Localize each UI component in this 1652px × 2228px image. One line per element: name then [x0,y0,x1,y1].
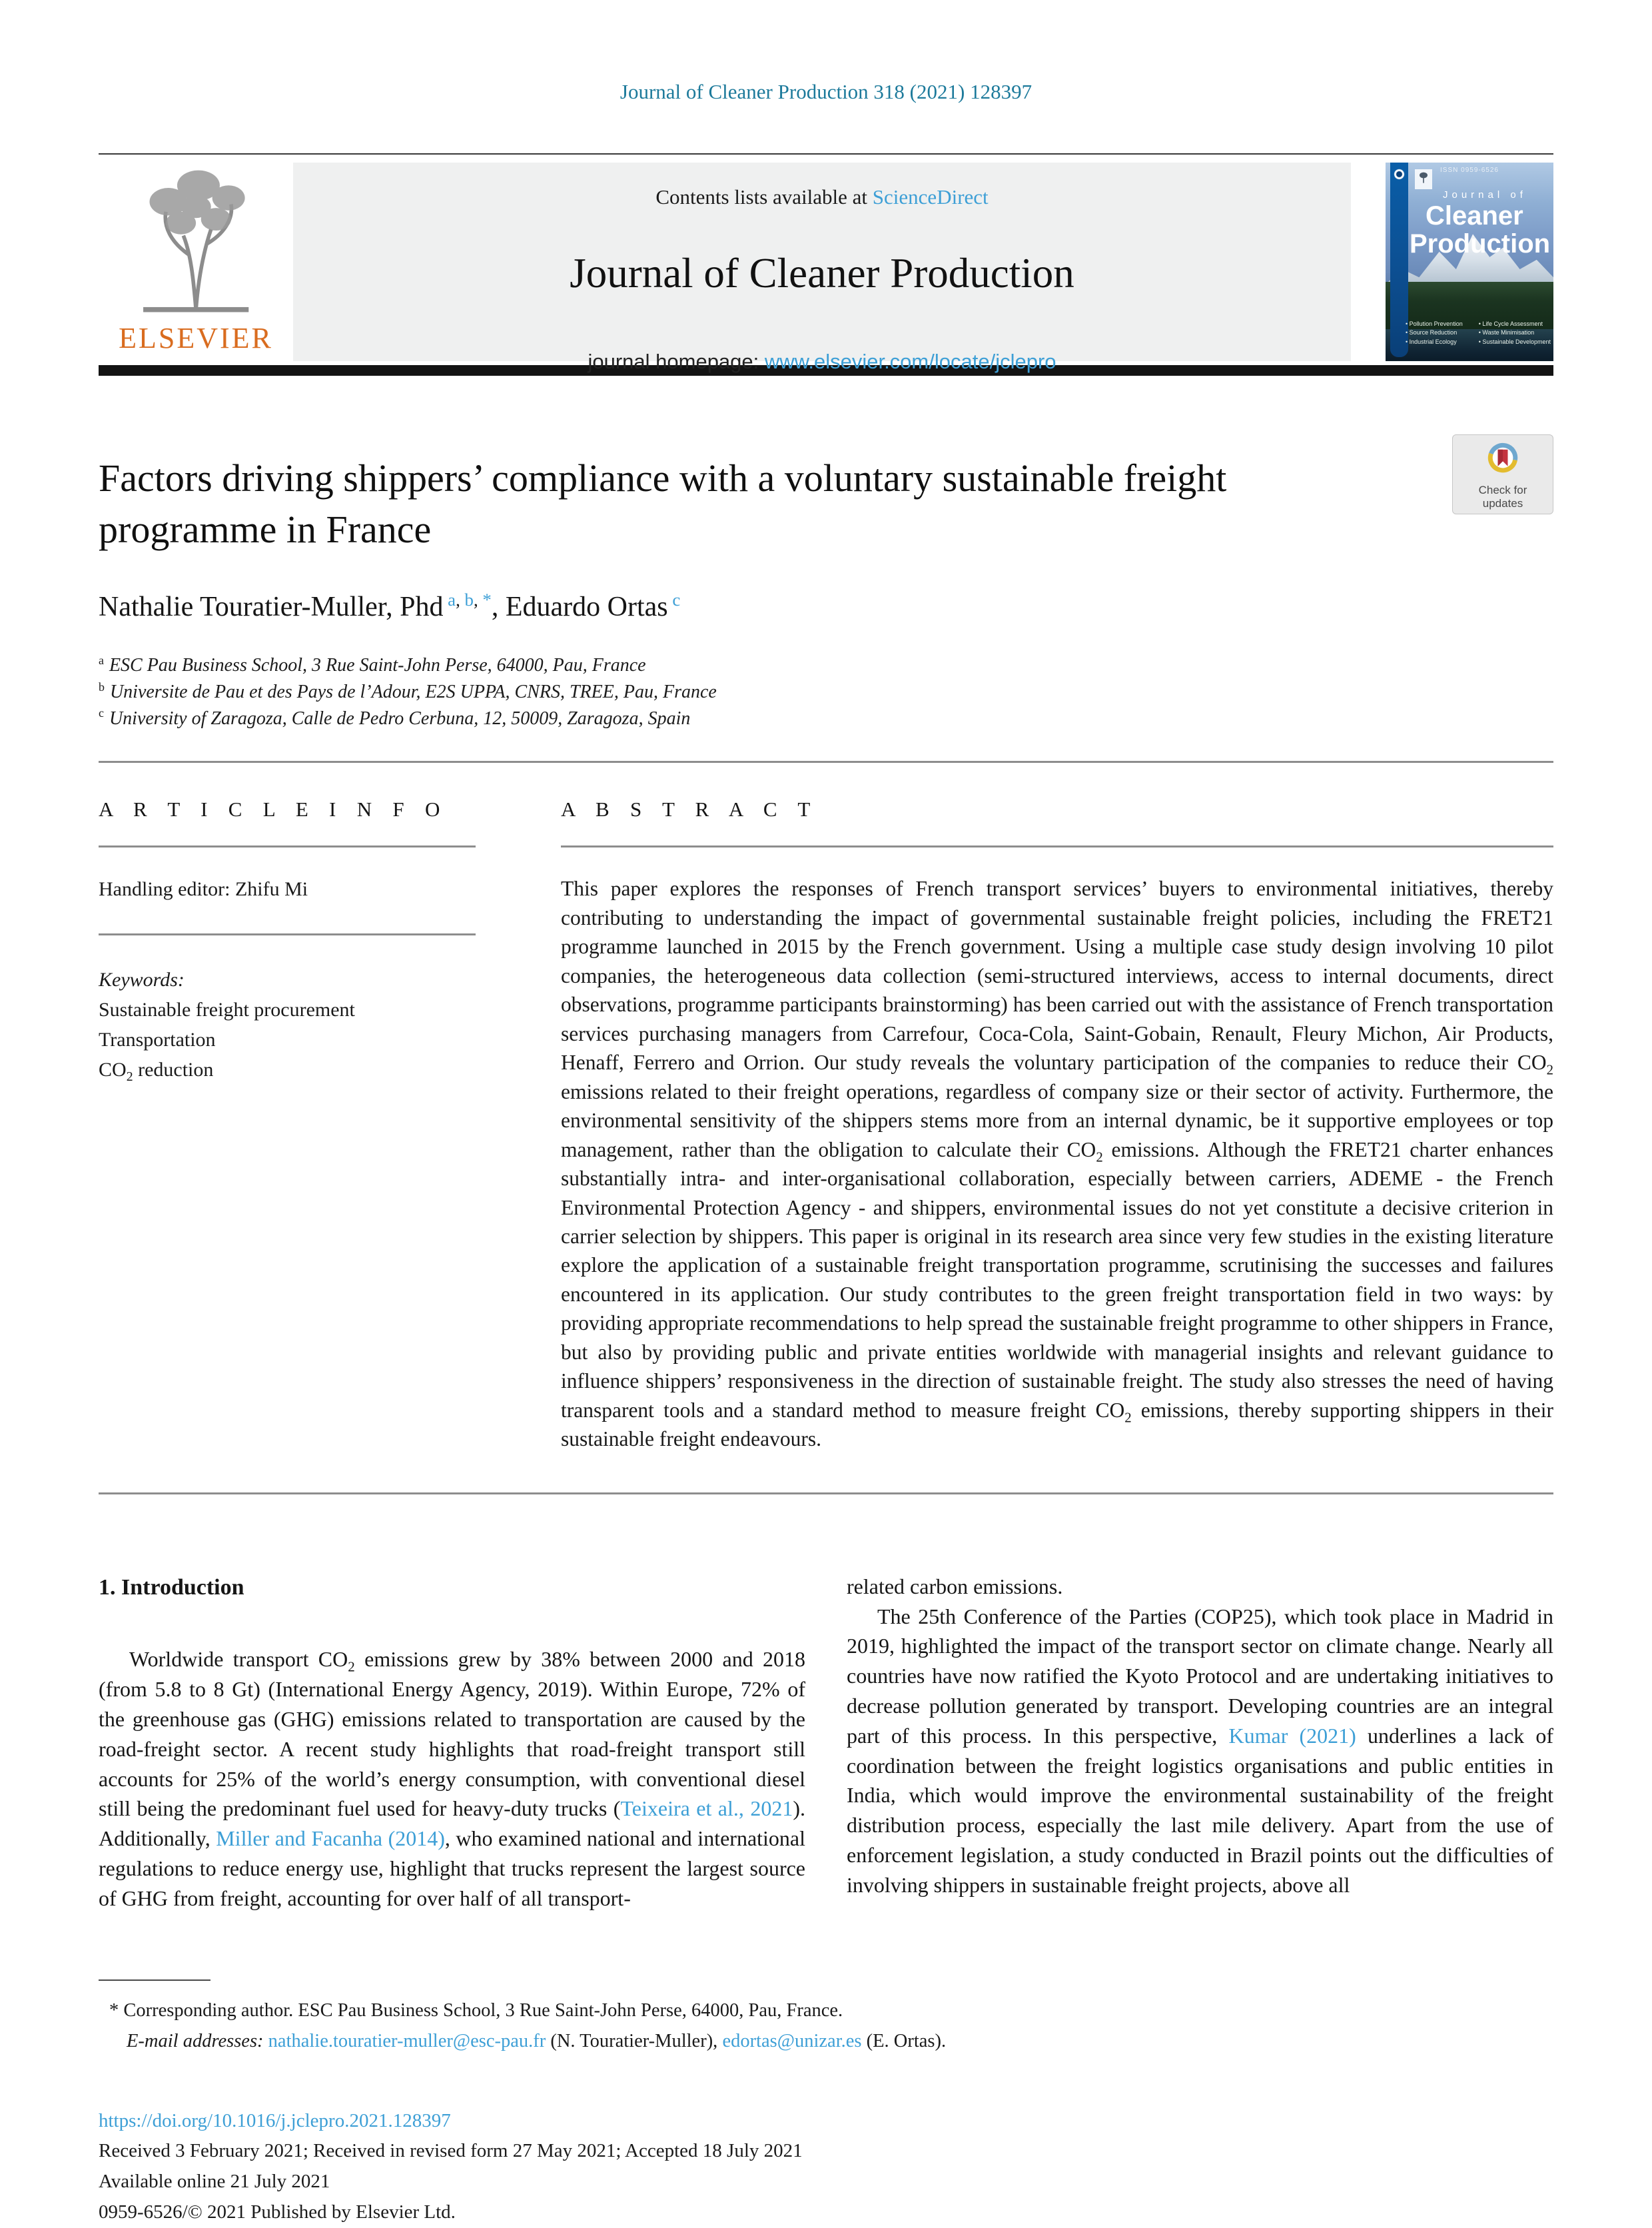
intro-paragraph: Worldwide transport $CO_2$ emissions grew by 38% between 2000 and 2018 (from 5.8 to 8 Gt) (International Energy Agency, 2019). Within Europe, 72% of the greenhouse gas (GHG) emissions related to transportation are caused by the road-freight sector. A recent study highlights that road-freight transport still accounts for 25% of the world’s energy consumption, with conventional diesel still being the predominant fuel used for heavy-duty trucks (Teixeira et al., 2021). Additionally, Miller and Facanha (2014), who examined national and international regulations to reduce energy use, highlight that trucks represent the largest source of GHG from freight, accounting for over half of all transport- [99,1647,806,1910]
article-info-column [99,798,476,1453]
cover-topics-left [1406,320,1472,347]
divider [561,845,1553,847]
abstract-text: This paper explores the responses of French transport services’ buyers to environmental initiatives, thereby contributing to understanding the impact of governmental sustainable freight policies, including the FRET21 programme launched in 2015 by the French government. Using a multiple case study design involving 10 pilot companies, the heterogeneous data collection (semi-structured interviews, access to internal documents, direct observations, programme participants brainstorming) has been carried out with the assistance of French transportation services purchasing managers from Carrefour, Coca-Cola, Saint-Gobain, Renault, Fleury Michon, Air Products, Henaff, Ferrero and Orrion. Our study reveals the voluntary participation of the companies to reduce their $CO_2$ emissions related to their freight operations, regardless of company size or their sector of activity. Furthermore, the environmental sensitivity of the shippers stems more from an internal dynamic, be it supportive employees or top management, rather than the obligation to calculate their $CO_2$ emissions. Although the FRET21 charter enhances substantially intra- and inter-organisational collaboration, especially between carriers, ADEME - the French Environmental Protection Agency - and shippers, environmental issues do not yet constitute a decisive criterion in carrier selection by shippers. This paper is original in its research area since very few studies in the existing literature explore the application of a sustainable freight transportation programme, scrutinising the successes and failures encountered in its application. Our study contributes to the green freight transportation field in two ways: by providing appropriate recommendations to help spread the sustainable freight programme to other shippers in France, but also by providing public and private entities worldwide with managerial insights and relevant guidance to influence shippers’ responsiveness in the direction of sustainable freight. The study also stresses the need of having transparent tools and a standard method to measure freight $CO_2$ emissions, thereby supporting shippers in their sustainable freight endeavours. [561,877,1553,1451]
received-dates: Received 3 February 2021; Received in revised form 27 May 2021; Accepted 18 July 2021 [99,2140,803,2162]
cover-title-line2: Production [1410,229,1551,259]
keywords-block [99,965,476,1085]
cover-topic: • Pollution Prevention [1406,320,1463,327]
homepage-prefix: journal homepage: [588,350,765,373]
introduction-heading: 1. Introduction [99,1574,244,1600]
paper-title: Factors driving shippers’ compliance with a voluntary sustainable freight programme in France [99,456,1227,551]
title-row [99,453,1553,555]
journal-cover-thumbnail[interactable] [1386,163,1553,361]
article-info-heading: A R T I C L E I N F O [99,798,448,822]
intro-right-column [847,1572,1553,1914]
affiliation-b: $^b$ Universite de Pau et des Pays de l’Adour, E2S UPPA, CNRS, TREE, Pau, France [99,680,717,702]
doi-link[interactable]: https://doi.org/10.1016/j.jclepro.2021.128397 [99,2109,451,2131]
introduction-section [99,1572,1553,1914]
contents-line [293,185,1351,209]
info-abstract-section [99,798,1553,1453]
homepage-url-link[interactable]: www.elsevier.com/locate/jclepro [764,350,1056,373]
footnote-divider [99,1979,210,1981]
divider [99,845,476,847]
elsevier-logo-label: ELSEVIER [119,322,273,354]
author-line: Nathalie Touratier-Muller, Phd $^{a,}$ $^{b,}$ *, Eduardo Ortas $^c$ [99,590,681,623]
divider [99,933,476,935]
affiliations [99,652,1553,732]
abstract-heading: A B S T R A C T [561,798,819,822]
sciencedirect-link[interactable]: ScienceDirect [872,185,989,209]
cover-topic: • Source Reduction [1406,329,1457,336]
elsevier-logo[interactable] [99,163,293,361]
handling-editor: Handling editor: Zhifu Mi [99,878,308,901]
abstract-column [561,798,1553,1453]
top-divider [99,153,1553,155]
cover-journal-of: Journal of [1443,189,1527,201]
cover-topic-list [1406,320,1551,347]
cover-topic: • Sustainable Development [1478,338,1551,345]
issn-copyright: 0959-6526/© 2021 Published by Elsevier Ltd. [99,2201,456,2223]
keywords-label: Keywords: [99,969,185,991]
section-divider [99,1492,1553,1494]
homepage-line [293,350,1351,374]
cover-topics-right [1479,320,1551,347]
check-updates-badge[interactable] [1452,434,1553,514]
elsevier-tree-icon [133,167,258,317]
corresponding-author-note: * Corresponding author. ESC Pau Business School, 3 Rue Saint-John Perse, 64000, Pau, France. [109,2000,843,2021]
contents-prefix: Contents lists available at [655,185,873,209]
cover-topic: • Industrial Ecology [1406,338,1457,345]
cover-title-line1: Cleaner [1426,201,1523,231]
badge-text-line1: Check for [1478,484,1527,496]
cover-topic: • Waste Minimisation [1478,329,1535,336]
affiliation-a: $^a$ ESC Pau Business School, 3 Rue Saint-John Perse, 64000, Pau, France [99,653,646,676]
journal-citation: Journal of Cleaner Production 318 (2021) 128397 [620,80,1032,103]
intro-left-column [99,1572,805,1914]
journal-header-banner [99,163,1553,373]
affiliation-c: $^c$ University of Zaragoza, Calle de Pedro Cerbuna, 12, 50009, Zaragoza, Spain [99,706,691,729]
email-addresses-note: E-mail addresses: nathalie.touratier-muller@esc-pau.fr (N. Touratier-Muller), edortas@unizar.es (E. Ortas). [127,2031,947,2052]
keyword: Sustainable freight procurement [99,999,355,1021]
intro-paragraph: related carbon emissions. [847,1574,1063,1598]
keyword: $CO_2$ reduction [99,1059,214,1085]
check-updates-label [1453,484,1553,511]
badge-text-line2: updates [1482,497,1523,510]
keyword: Transportation [99,1029,216,1051]
intro-paragraph: The 25th Conference of the Parties (COP25), which took place in Madrid in 2019, highlighted the impact of the transport sector on climate change. Nearly all countries have now ratified the Kyoto Protocol and are undertaking initiatives to decrease pollution generated by transport. Developing countries are an integral part of this process. In this perspective, Kumar (2021) underlines a lack of coordination between the freight logistics organisations and public entities in India, which would improve the environmental sustainability of the freight distribution process, especially the last mile delivery. Apart from the use of enforcement legislation, a study conducted in Brazil points out the difficulties of involving shippers in sustainable freight projects, above all [847,1604,1554,1897]
journal-banner-title: Journal of Cleaner Production [570,250,1074,296]
available-online: Available online 21 July 2021 [99,2171,330,2193]
footer-block [99,2106,1553,2228]
cover-issn: ISSN 0959-6526 [1440,167,1499,174]
banner-center [293,163,1351,373]
check-updates-icon [1481,440,1525,480]
footnote-block [99,1979,1553,2056]
section-divider [99,761,1553,763]
cover-topic: • Life Cycle Assessment [1478,320,1543,327]
